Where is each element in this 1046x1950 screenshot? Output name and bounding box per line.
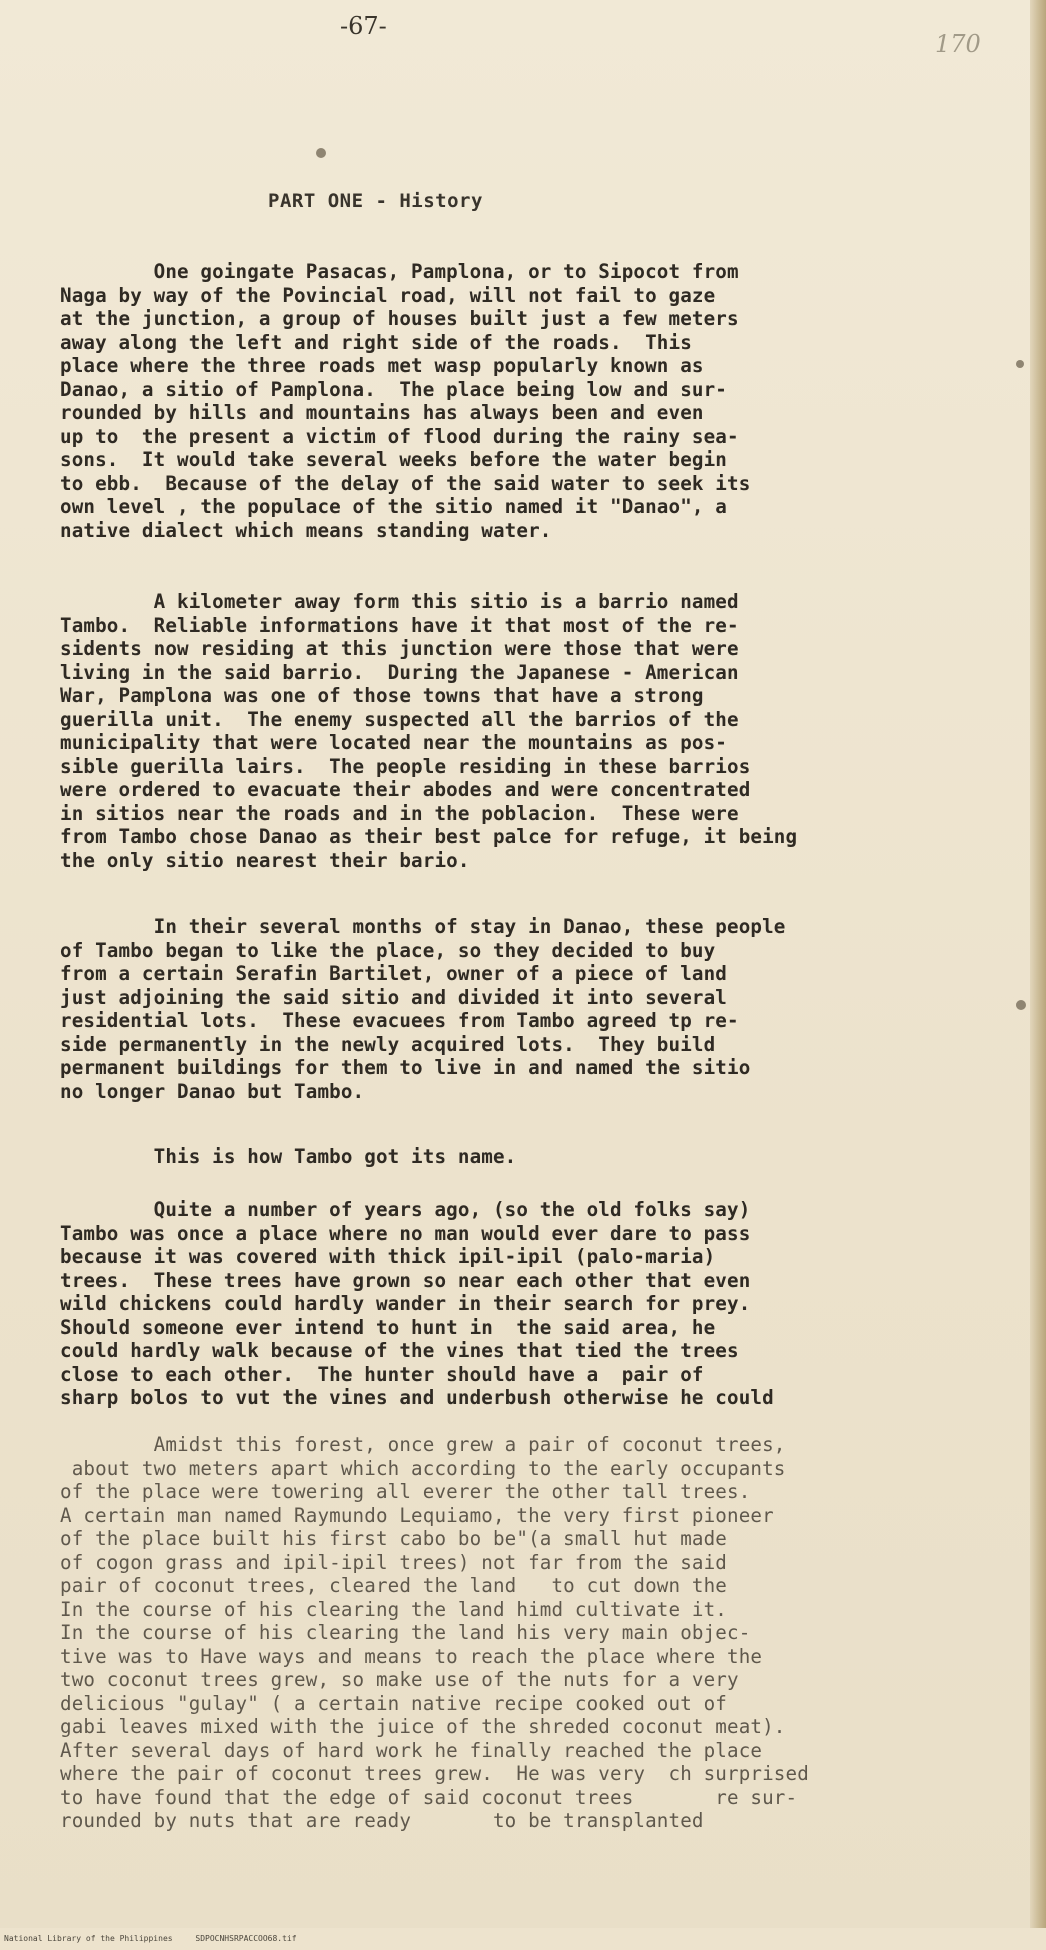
text-line: because it was covered with thick ipil-ipil (palo-maria) [60, 1245, 716, 1268]
paragraph-evacuees [60, 915, 1020, 1103]
text-line: native dialect which means standing water. [60, 518, 552, 542]
text-line: of Tambo began to like the place, so they decided to buy [60, 938, 716, 962]
text-line: living in the said barrio. During the Japanese - American [60, 660, 739, 684]
paragraph-origin-danao [60, 260, 1020, 542]
text-line: permanent buildings for them to live in and named the sitio [60, 1056, 751, 1079]
text-line: close to each other. The hunter should have a pair of [60, 1362, 704, 1386]
text-line: sharp bolos to vut the vines and underbush otherwise he could [60, 1386, 774, 1409]
text-line: just adjoining the said sitio and divided it into several [60, 985, 728, 1009]
text-line: away along the left and right side of the roads. This [60, 330, 692, 354]
text-line: A certain man named Raymundo Lequiamo, the very first pioneer [60, 1503, 774, 1527]
text-line: After several days of hard work he finally reached the place [60, 1738, 763, 1762]
text-line: Naga by way of the Povincial road, will not fail to gaze [60, 283, 716, 307]
paragraph-forest [60, 1198, 1020, 1410]
page-edge [1030, 0, 1046, 1950]
text-line: delicious "gulay" ( a certain native recipe cooked out of [60, 1691, 728, 1715]
text-line: gabi leaves mixed with the juice of the shreded coconut meat). [60, 1715, 786, 1738]
text-line: tive was to Have ways and means to reach the place where the [60, 1644, 763, 1668]
text-line: Tambo was once a place where no man would ever dare to pass [60, 1221, 751, 1245]
section-heading: PART ONE - History [268, 190, 483, 212]
text-line: In the course of his clearing the land himd cultivate it. [60, 1597, 728, 1621]
text-line: residential lots. These evacuees from Tambo agreed tp re- [60, 1009, 739, 1032]
text-line: no longer Danao but Tambo. [60, 1079, 365, 1103]
scan-footer [0, 1928, 1046, 1950]
text-line: Danao, a sitio of Pamplona. The place being low and sur- [60, 377, 728, 401]
text-line: One goingate Pasacas, Pamplona, or to Sipocot from [60, 260, 739, 283]
text-line: from a certain Serafin Bartilet, owner of a piece of land [60, 962, 728, 985]
text-line: the only sitio nearest their bario. [60, 848, 470, 872]
footer-library: National Library of the Philippines [4, 1934, 173, 1943]
paragraph-coconut-trees [60, 1433, 1020, 1833]
text-line: could hardly walk because of the vines that tied the trees [60, 1339, 739, 1362]
text-line: This is how Tambo got its name. [60, 1145, 517, 1168]
text-line: place where the three roads met wasp popularly known as [60, 354, 704, 377]
ink-dot [316, 148, 326, 158]
text-line: sible guerilla lairs. The people residing in these barrios [60, 754, 751, 778]
paragraph-name-origin [60, 1145, 1020, 1169]
text-line: where the pair of coconut trees grew. He was very ch surprised [60, 1762, 809, 1785]
text-line: municipality that were located near the mountains as pos- [60, 731, 728, 754]
text-line: In the course of his clearing the land his very main objec- [60, 1621, 751, 1644]
text-line: Amidst this forest, once grew a pair of coconut trees, [60, 1433, 786, 1456]
text-line: at the junction, a group of houses built just a few meters [60, 307, 739, 330]
text-line: Tambo. Reliable informations have it that most of the re- [60, 613, 739, 637]
footer-filename: SDPOCNHSRPACCOO68.tif [195, 1934, 297, 1943]
text-line: pair of coconut trees, cleared the land to cut down the [60, 1574, 728, 1597]
text-line: A kilometer away form this sitio is a barrio named [60, 590, 739, 613]
text-line: guerilla unit. The enemy suspected all the barrios of the [60, 707, 739, 731]
text-line: sons. It would take several weeks before the water begin [60, 448, 728, 471]
text-line: side permanently in the newly acquired lots. They build [60, 1032, 716, 1056]
text-line: in sitios near the roads and in the poblacion. These were [60, 801, 739, 825]
text-line: were ordered to evacuate their abodes and were concentrated [60, 778, 751, 801]
text-line: about two meters apart which according to the early occupants [60, 1456, 786, 1480]
text-line: of the place built his first cabo bo be"(a small hut made [60, 1527, 728, 1550]
text-line: rounded by nuts that are ready to be transplanted [60, 1809, 704, 1832]
text-line: wild chickens could hardly wander in their search for prey. [60, 1292, 751, 1315]
text-line: own level , the populace of the sitio named it "Danao", a [60, 495, 728, 518]
text-line: rounded by hills and mountains has always been and even [60, 401, 704, 424]
text-line: of cogon grass and ipil-ipil trees) not far from the said [60, 1550, 728, 1574]
text-line: In their several months of stay in Danao, these people [60, 915, 786, 938]
text-line: two coconut trees grew, so make use of the nuts for a very [60, 1668, 739, 1691]
text-line: Quite a number of years ago, (so the old folks say) [60, 1198, 751, 1221]
text-line: of the place were towering all everer the other tall trees. [60, 1480, 751, 1503]
text-line: War, Pamplona was one of those towns that have a strong [60, 684, 704, 707]
text-line: up to the present a victim of flood during the rainy sea- [60, 424, 739, 448]
text-line: to ebb. Because of the delay of the said water to seek its [60, 471, 751, 495]
text-line: sidents now residing at this junction were those that were [60, 637, 739, 660]
paragraph-barrio-tambo [60, 590, 1020, 872]
text-line: Should someone ever intend to hunt in the said area, he [60, 1315, 716, 1339]
page-number: -67- [340, 12, 387, 40]
text-line: trees. These trees have grown so near each other that even [60, 1268, 751, 1292]
handwritten-page-number: 170 [935, 30, 981, 58]
text-line: to have found that the edge of said coconut trees re sur- [60, 1785, 798, 1809]
text-line: from Tambo chose Danao as their best palce for refuge, it being [60, 825, 798, 848]
